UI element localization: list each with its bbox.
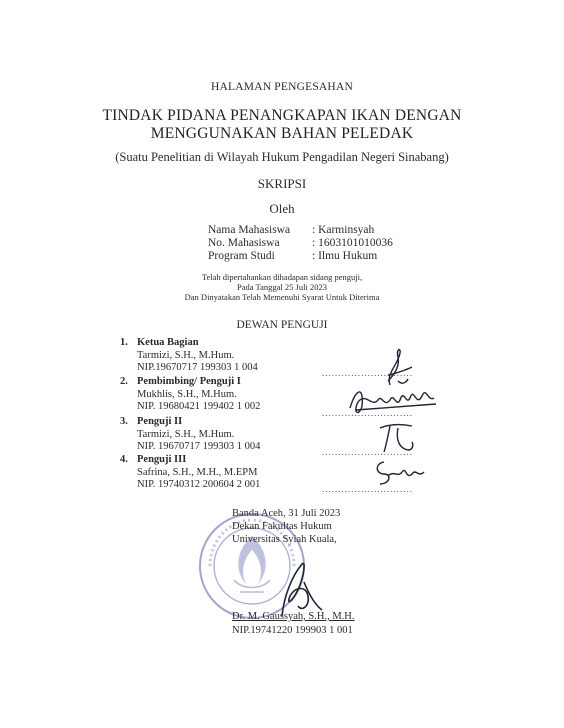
page-heading: HALAMAN PENGESAHAN [211, 81, 353, 93]
signature-penguji-2 [372, 418, 422, 458]
dean-nip: NIP.19741220 199903 1 001 [232, 625, 353, 636]
member-name: Safrina, S.H., M.H., M.EPM [137, 466, 258, 478]
member-nip: NIP. 19680421 199402 1 002 [137, 401, 261, 412]
member-nip: NIP. 19670717 199303 1 004 [137, 441, 261, 452]
student-info-label: Nama Mahasiswa [208, 224, 291, 236]
signature-line: ............................ [322, 368, 413, 378]
thesis-subtitle: (Suatu Penelitian di Wilayah Hukum Pengadilan Negeri Sinabang) [115, 150, 449, 164]
student-info-value: : Ilmu Hukum [312, 250, 378, 262]
board-member [120, 337, 258, 375]
student-info-value: : Karminsyah [312, 224, 375, 236]
place-date: Banda Aceh, 31 Juli 2023 [232, 508, 341, 519]
member-role: Penguji II [137, 416, 183, 427]
student-info-label: No. Mahasiswa [208, 237, 280, 249]
member-number: 1. [120, 337, 128, 348]
board-member [120, 416, 260, 454]
student-info-row [208, 237, 393, 250]
document-type: SKRIPSI [257, 176, 307, 191]
student-info-label: Program Studi [208, 250, 275, 262]
member-role: Penguji III [137, 454, 187, 465]
thesis-title-line-2: MENGGUNAKAN BAHAN PELEDAK [150, 125, 414, 142]
member-name: Tarmizi, S.H., M.Hum. [137, 428, 235, 440]
student-info-row [208, 224, 374, 237]
member-role: Ketua Bagian [137, 337, 199, 348]
member-role: Pembimbing/ Penguji I [137, 376, 241, 387]
signature-penguji-3 [370, 454, 430, 490]
signature-line: ............................ [322, 447, 413, 457]
board-member [120, 376, 260, 414]
board-member [120, 454, 260, 492]
defense-statement-line-3: Dan Dinyatakan Telah Memenuhi Syarat Untuk Diterima [184, 292, 380, 302]
member-number: 2. [120, 376, 128, 387]
student-info-value: : 1603101010036 [312, 237, 393, 249]
member-number: 4. [120, 454, 128, 465]
member-nip: NIP. 19740312 200604 2 001 [137, 479, 261, 490]
member-number: 3. [120, 416, 128, 427]
member-name: Mukhlis, S.H., M.Hum. [137, 388, 237, 400]
member-name: Tarmizi, S.H., M.Hum. [137, 349, 235, 361]
defense-statement-line-1: Telah dipertahankan dihadapan sidang penguji, [201, 272, 363, 282]
member-nip: NIP.19670717 199303 1 004 [137, 362, 258, 373]
defense-statement-line-2: Pada Tanggal 25 Juli 2023 [237, 282, 327, 292]
signature-line: ............................ [322, 408, 413, 418]
dean-position: Dekan Fakultas Hukum [232, 521, 332, 532]
dean-name: Dr. M. Gaussyah, S.H., M.H. [232, 611, 355, 622]
signature-pembimbing [342, 378, 442, 422]
student-info-row [208, 250, 377, 263]
board-title: DEWAN PENGUJI [236, 319, 328, 331]
thesis-title-line-1: TINDAK PIDANA PENANGKAPAN IKAN DENGAN [102, 107, 462, 124]
by-label: Oleh [269, 201, 295, 216]
signature-line: ............................ [322, 484, 413, 494]
institution-name: Universitas Syiah Kuala, [232, 534, 337, 545]
